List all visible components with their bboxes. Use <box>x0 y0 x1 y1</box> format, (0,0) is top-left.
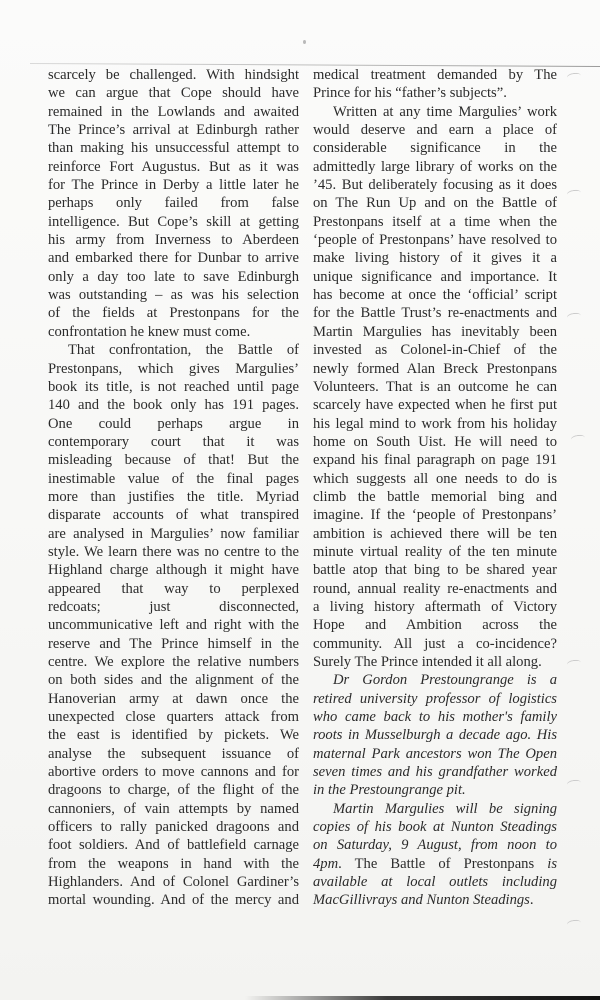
italic-text: on Saturday, 9 August, from noon to <box>313 837 557 854</box>
text-line: minute virtual reality of the ten minute <box>313 543 557 560</box>
text-line: a living history aftermath of Victory <box>313 598 557 615</box>
text-line: dragoons to charge, of the flight of the <box>48 782 299 799</box>
text-line: of the fields at Prestonpans for the <box>48 305 299 322</box>
text-line: perhaps only failed from false <box>48 195 299 212</box>
text-line: climb the battle memorial bing and <box>313 488 557 505</box>
paragraph <box>313 103 557 672</box>
text-line: only a day too late to save Edinburgh <box>48 268 299 285</box>
text-line: One could perhaps argue in <box>48 415 299 432</box>
italic-text: 4pm <box>313 855 339 872</box>
text-line: from the weapons in hand with the <box>48 855 299 872</box>
text-line: which suggests all one needs to do is <box>313 470 557 487</box>
text-line: Prestonpans itself at a time when the <box>313 213 557 230</box>
roman-text: . <box>529 892 534 909</box>
text-line: uncommunicative left and right with the <box>48 617 299 634</box>
text-line: Highland charge although it might have <box>48 562 299 579</box>
text-line: misleading because of that! But the <box>48 452 299 469</box>
text-line: reinforce Fort Augustus. But as it was <box>48 158 299 175</box>
text-line: we can argue that Cope should have <box>48 85 299 102</box>
text-line: confrontation he knew must come. <box>48 323 251 340</box>
paragraph <box>313 800 557 910</box>
pencil-tick-icon <box>567 779 582 788</box>
text-line: home on South Uist. He will need to <box>313 433 557 450</box>
paragraph <box>48 66 299 341</box>
italic-text: Martin Margulies will be signing <box>333 800 557 817</box>
text-line: has become at once the ‘official’ script <box>313 287 557 304</box>
text-line: remained in the Lowlands and awaited <box>48 103 299 120</box>
text-line: admittedly large library of works on the <box>313 158 557 175</box>
pencil-tick-icon <box>567 189 582 198</box>
text-line: Hanoverian army at dawn once the <box>48 690 299 707</box>
text-line: inestimable value of the final pages <box>48 470 299 487</box>
text-line: The Prince’s arrival at Edinburgh rather <box>48 122 299 139</box>
text-line: expand his final paragraph on page 191 <box>313 452 557 469</box>
text-line: more than justifies the title. Myriad <box>48 488 299 505</box>
italic-text: is <box>547 855 557 872</box>
text-line: disparate accounts of what transpired <box>48 507 299 524</box>
text-line: analyse the subsequent issuance of <box>48 745 299 762</box>
text-line: medical treatment demanded by The <box>313 67 557 83</box>
pencil-tick-icon <box>567 312 582 321</box>
text-line <box>313 800 557 818</box>
text-line: officers to rally panicked dragoons and <box>48 819 299 836</box>
text-line: was outstanding – as was his selection <box>48 287 299 304</box>
paragraph <box>48 341 299 910</box>
text-line: unexpected close quarters attack from <box>48 709 299 726</box>
text-line: Surely The Prince intended it all along. <box>313 654 542 670</box>
text-line: style. We learn there was no centre to the <box>48 543 299 560</box>
text-line: centre. We explore the relative numbers <box>48 654 299 670</box>
text-line: on The Run Up and on the Battle of <box>313 195 557 212</box>
text-line: Prestonpans, which gives Margulies’ <box>48 360 299 377</box>
text-line: battle atop that bing to be shared year <box>313 562 557 579</box>
text-line: would deserve and earn a place of <box>313 122 557 139</box>
text-line: maternal Park ancestors won The Open <box>313 745 557 762</box>
text-line: book its title, is not reached until page <box>48 378 299 395</box>
text-line <box>313 818 557 836</box>
text-line: are analysed in Margulies’ now familiar <box>48 525 299 542</box>
text-line: community. All just a co-incidence? <box>313 635 557 652</box>
text-line: imagine. If the ‘people of Prestonpans’ <box>313 507 557 524</box>
text-line: 140 and the book only has 191 pages. <box>48 397 299 414</box>
text-line: That confrontation, the Battle of <box>68 342 299 359</box>
right-column <box>313 66 557 910</box>
text-line: ’45. But deliberately focusing as it does <box>313 177 557 194</box>
text-line: newly formed Alan Breck Prestonpans <box>313 360 557 377</box>
text-line: his army from Inverness to Aberdeen <box>48 232 299 249</box>
text-line: who came back to his mother's family <box>313 709 557 726</box>
italic-text: MacGillivrays and Nunton Steadings <box>313 892 530 909</box>
text-line: than making his unsuccessful attempt to <box>48 140 299 157</box>
text-line: intelligence. But Cope’s skill at getting <box>48 213 299 230</box>
text-line: Prince for his “father’s subjects”. <box>313 85 507 102</box>
pencil-tick-icon <box>567 659 582 668</box>
text-line: abortive orders to move cannons and for <box>48 764 299 781</box>
text-line: seven times and his grandfather worked <box>313 764 557 781</box>
text-line: ambition is achieved there will be ten <box>313 525 557 542</box>
text-line <box>313 873 557 891</box>
text-line: and embarked there for Dunbar to arrive <box>48 250 299 267</box>
text-line: appeared that way to perplexed <box>48 580 299 597</box>
pencil-tick-icon <box>571 434 586 443</box>
text-line: reserve and The Prince himself in the <box>48 635 299 652</box>
text-line: scarcely be challenged. With hindsight <box>48 67 299 83</box>
text-line: roots in Musselburgh a decade ago. His <box>313 727 557 744</box>
text-line: make living history of it gives it a <box>313 250 557 267</box>
text-line: on both sides and the alignment of the <box>48 672 299 689</box>
text-line: his legal mind to work from his holiday <box>313 415 557 432</box>
punch-dot-mark <box>303 40 306 44</box>
text-line: retired university professor of logistics <box>313 690 557 707</box>
text-line: foot soldiers. And of battlefield carnage <box>48 837 299 854</box>
text-line: in the Prestoungrange pit. <box>313 782 466 799</box>
text-line <box>313 855 557 873</box>
text-line: mortal wounding. And of the mercy and <box>48 892 299 909</box>
text-line: Dr Gordon Prestoungrange is a <box>333 672 557 689</box>
text-line <box>313 891 557 909</box>
pencil-tick-icon <box>567 72 582 81</box>
text-line: round, annual reality re-enactments and <box>313 580 557 597</box>
text-line: for the Battle Trust’s re-enactments and <box>313 305 557 322</box>
text-line: Written at any time Margulies’ work <box>333 103 557 120</box>
paragraph <box>313 66 557 103</box>
text-line: redcoats; just disconnected, <box>48 598 299 615</box>
scan-edge-shadow <box>245 996 600 1000</box>
text-line: Volunteers. That is an outcome he can <box>313 378 557 395</box>
text-line: cannoniers, of vain attempts by named <box>48 800 299 817</box>
text-line: contemporary court that it was <box>48 433 299 450</box>
italic-text: available at local outlets including <box>313 874 557 891</box>
text-line: the east is identified by pickets. We <box>48 727 299 744</box>
text-line: Highlanders. And of Colonel Gardiner’s <box>48 874 299 891</box>
text-line: unique significance and importance. It <box>313 268 557 285</box>
text-line: Hope and Ambition across the <box>313 617 557 634</box>
pencil-tick-icon <box>567 919 582 928</box>
text-line: Martin Margulies has inevitably been <box>313 323 557 340</box>
text-line: for The Prince in Derby a little later he <box>48 177 299 194</box>
text-line: ‘people of Prestonpans’ have resolved to <box>313 232 557 249</box>
paragraph <box>313 671 557 799</box>
roman-text: . The Battle of Prestonpans <box>338 855 548 872</box>
text-line: scarcely have expected when he first put <box>313 397 557 414</box>
text-line: considerable significance in the <box>313 140 557 157</box>
text-line: invested as Colonel-in-Chief of the <box>313 342 557 359</box>
text-line <box>313 836 557 854</box>
left-column <box>48 66 299 910</box>
italic-text: copies of his book at Nunton Steadings <box>313 819 557 836</box>
